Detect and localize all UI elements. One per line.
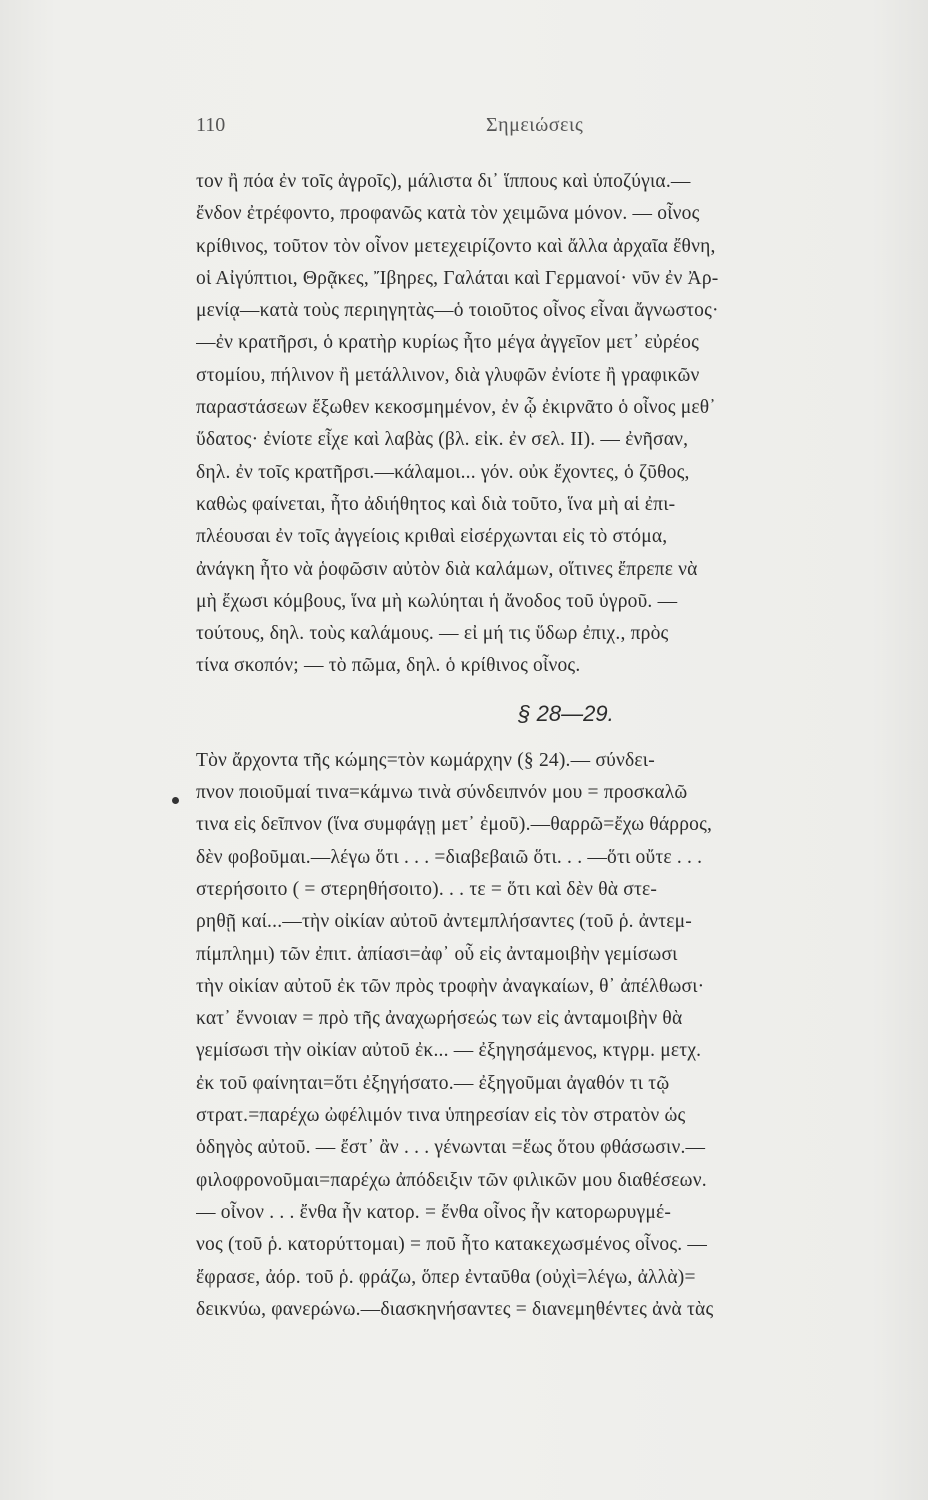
text-line: —ἐν κρατῆρσι, ὁ κρατὴρ κυρίως ἦτο μέγα ἀγγεῖον μετ᾽ εὐρέος	[196, 332, 700, 354]
page-header	[196, 114, 900, 144]
text-line: ἔφρασε, ἀόρ. τοῦ ῥ. φράζω, ὅπερ ἐνταῦθα (οὐχὶ=λέγω, ἀλλὰ)=	[196, 1266, 696, 1288]
text-line: μενίᾳ—κατὰ τοὺς περιηγητὰς—ὁ τοιοῦτος οἶνος εἶναι ἄγνωστος·	[196, 300, 719, 322]
text-line: νος (τοῦ ῥ. κατορύττομαι) = ποῦ ἦτο κατακεχωσμένος οἶνος. —	[196, 1234, 708, 1256]
text-line: πνον ποιοῦμαί τινα=κάμνω τινὰ σύνδειπνόν μου = προσκαλῶ	[196, 782, 688, 804]
text-line: ἔνδον ἐτρέφοντο, προφανῶς κατὰ τὸν χειμῶνα μόνον. — οἶνος	[196, 203, 700, 225]
text-line: δὲν φοβοῦμαι.—λέγω ὅτι . . . =διαβεβαιῶ ὅτι. . . —ὅτι οὔτε . . .	[196, 846, 703, 868]
text-line: πλέουσαι ἐν τοῖς ἀγγείοις κριθαὶ εἰσέρχωνται εἰς τὸ στόμα,	[196, 526, 668, 548]
body-text	[196, 166, 906, 1326]
text-line: ἐκ τοῦ φαίνηται=ὅτι ἐξηγήσατο.— ἐξηγοῦμαι ἀγαθόν τι τῷ	[196, 1072, 670, 1094]
text-line: στομίου, πήλινον ἢ μετάλλινον, διὰ γλυφῶν ἐνίοτε ἢ γραφικῶν	[196, 364, 700, 386]
text-line: πίμπλημι) τῶν ἐπιτ. ἀπίασι=ἀφ᾽ οὗ εἰς ἀνταμοιβὴν γεμίσωσι	[196, 943, 678, 965]
text-line: κρίθινος, τοῦτον τὸν οἶνον μετεχειρίζοντο καὶ ἄλλα ἀρχαῖα ἔθνη,	[196, 235, 716, 257]
text-line: γεμίσωσι τὴν οἰκίαν αὐτοῦ ἐκ... — ἐξηγησάμενος, κτγρμ. μετχ.	[196, 1040, 702, 1062]
text-line: τίνα σκοπόν; — τὸ πῶμα, δηλ. ὁ κρίθινος οἶνος.	[196, 655, 581, 677]
text-line: τινα εἰς δεῖπνον (ἵνα συμφάγῃ μετ᾽ ἐμοῦ).—θαρρῶ=ἔχω θάρρος,	[196, 814, 713, 836]
text-line: στερήσοιτο ( = στερηθήσοιτο). . . τε = ὅτι καὶ δὲν θὰ στε-	[196, 878, 658, 900]
text-line: στρατ.=παρέχω ὠφέλιμόν τινα ὑπηρεσίαν εἰς τὸν στρατὸν ὡς	[196, 1105, 686, 1127]
text-line: — οἶνον . . . ἔνθα ἦν κατορ. = ἔνθα οἶνος ἦν κατορωρυγμέ-	[196, 1201, 672, 1223]
margin-dot	[172, 797, 179, 804]
page-number: 110	[196, 114, 226, 136]
text-line: μὴ ἔχωσι κόμβους, ἵνα μὴ κωλύηται ἡ ἄνοδος τοῦ ὑγροῦ. —	[196, 590, 678, 612]
text-line: δεικνύω, φανερώνω.—διασκηνήσαντες = διανεμηθέντες ἀνὰ τὰς	[196, 1298, 714, 1320]
text-line: ὁδηγὸς αὐτοῦ. — ἔστ᾽ ἂν . . . γένωνται =ἕως ὅτου φθάσωσιν.—	[196, 1137, 706, 1159]
text-line: τούτους, δηλ. τοὺς καλάμους. — εἰ μή τις ὕδωρ ἐπιχ., πρὸς	[196, 623, 669, 645]
text-line: ρηθῇ καί...—τὴν οἰκίαν αὐτοῦ ἀντεμπλήσαντες (τοῦ ῥ. ἀντεμ-	[196, 911, 692, 933]
text-line: Τὸν ἄρχοντα τῆς κώμης=τὸν κωμάρχην (§ 24).— σύνδει-	[196, 749, 655, 771]
text-line: παραστάσεων ἔξωθεν κεκοσμημένον, ἐν ᾧ ἐκιρνᾶτο ὁ οἶνος μεθ᾽	[196, 397, 716, 419]
text-line: ὕδατος· ἐνίοτε εἶχε καὶ λαβὰς (βλ. εἰκ. ἐν σελ. II). — ἐνῆσαν,	[196, 429, 689, 451]
text-line: καθὼς φαίνεται, ἦτο ἀδιήθητος καὶ διὰ τοῦτο, ἵνα μὴ αἱ ἐπι-	[196, 493, 676, 515]
text-line: τον ἢ πόα ἐν τοῖς ἀγροῖς), μάλιστα δι᾽ ἵππους καὶ ὑποζύγια.—	[196, 171, 691, 192]
text-line: οἱ Αἰγύπτιοι, Θρᾷκες, Ἴβηρες, Γαλάται καὶ Γερμανοί· νῦν ἐν Ἀρ-	[196, 267, 719, 289]
text-line: ἀνάγκη ἦτο νὰ ῥοφῶσιν αὐτὸν διὰ καλάμων, οἵτινες ἔπρεπε νὰ	[196, 558, 698, 580]
text-line: κατ᾽ ἔννοιαν = πρὸ τῆς ἀναχωρήσεώς των εἰς ἀνταμοιβὴν θὰ	[196, 1008, 683, 1030]
text-line: δηλ. ἐν τοῖς κρατῆρσι.—κάλαμοι... γόν. οὐκ ἔχοντες, ὁ ζῦθος,	[196, 461, 690, 483]
section-heading: § 28—29.	[518, 700, 614, 726]
text-line: φιλοφρονοῦμαι=παρέχω ἀπόδειξιν τῶν φιλικῶν μου διαθέσεων.	[196, 1169, 707, 1191]
running-head: Σημειώσεις	[486, 114, 584, 136]
text-line: τὴν οἰκίαν αὐτοῦ ἐκ τῶν πρὸς τροφὴν ἀναγκαίων, θ᾽ ἀπέλθωσι·	[196, 975, 705, 997]
